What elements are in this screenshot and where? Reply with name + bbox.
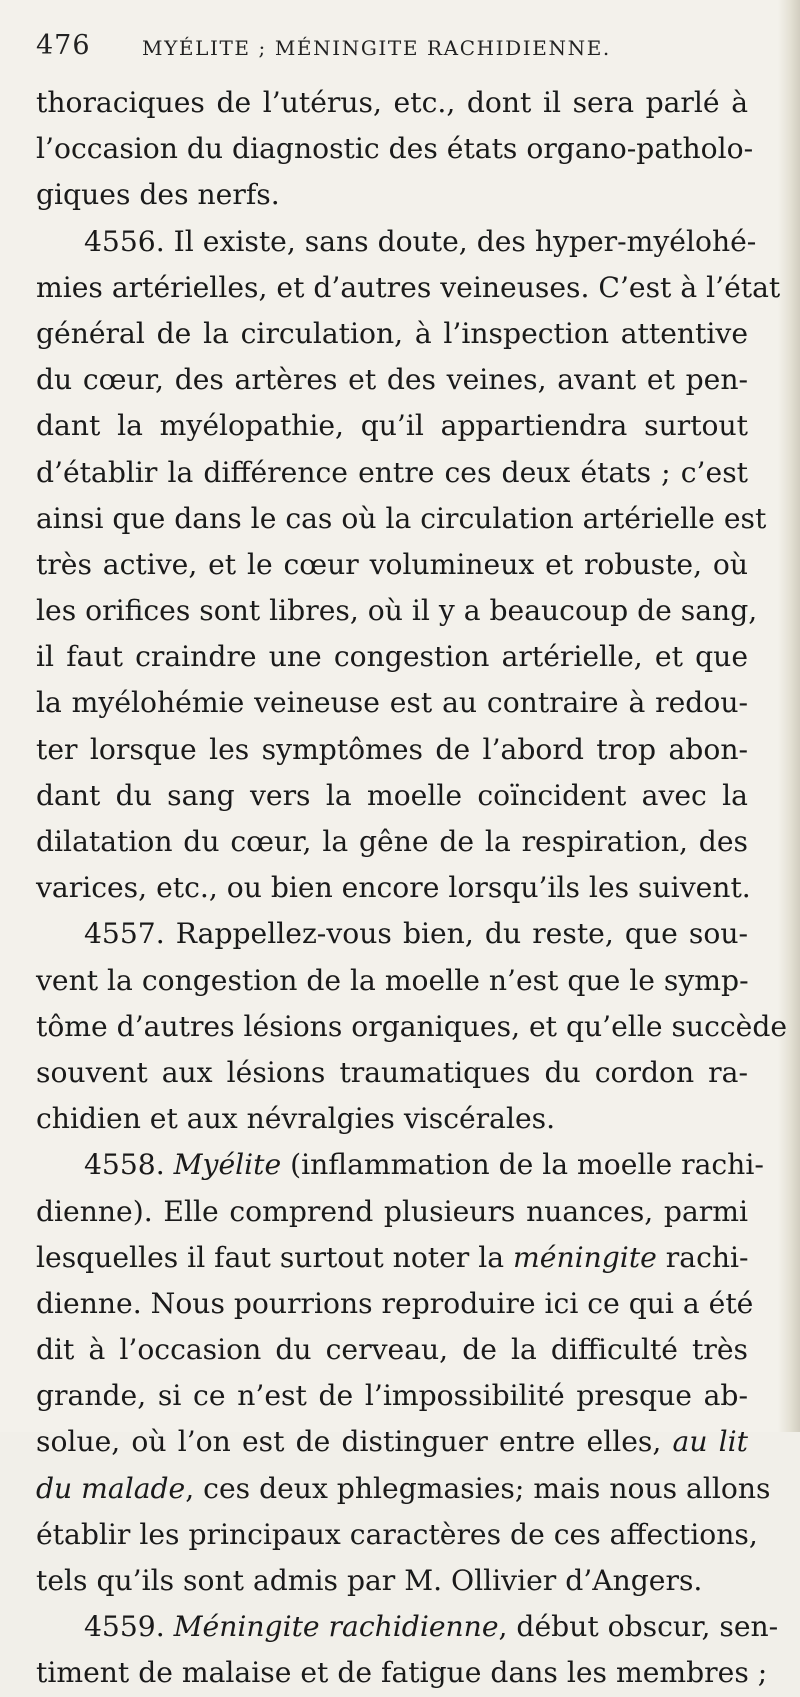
text-line: mies artérielles, et d’autres veineuses. C’est à l’état (36, 270, 781, 304)
text-line: giques des nerfs. (36, 178, 280, 212)
text-line: timent de malaise et de fatigue dans les membres ; (36, 1656, 768, 1690)
text-line: les orifices sont libres, où il y a beaucoup de sang, (36, 594, 758, 628)
text-line: général de la circulation, à l’inspection attentive (36, 316, 748, 350)
text-line: du cœur, des artères et des veines, avant et pen- (36, 363, 748, 397)
text-line: la myélohémie veineuse est au contraire à redou- (36, 686, 748, 720)
text-line: chidien et aux névralgies viscérales. (36, 1102, 556, 1136)
text-line: grande, si ce n’est de l’impossibilité presque ab- (36, 1379, 748, 1413)
text-line: très active, et le cœur volumineux et robuste, où (36, 547, 748, 581)
text-line: 4559. Méningite rachidienne, début obscur, sen- (84, 1610, 779, 1644)
page-header (36, 30, 756, 70)
text-line: vent la congestion de la moelle n’est que le symp- (36, 963, 749, 997)
text-line: 4557. Rappellez-vous bien, du reste, que sou- (84, 917, 748, 951)
text-line: dant la myélopathie, qu’il appartiendra surtout (36, 409, 748, 443)
text-line: l’occasion du diagnostic des états organo-patholo- (36, 132, 754, 166)
text-line: 4558. Myélite (inflammation de la moelle rachi- (84, 1148, 764, 1182)
text-line: souvent aux lésions traumatiques du cordon ra- (36, 1055, 748, 1089)
text-line: établir les principaux caractères de ces affections, (36, 1517, 758, 1551)
text-line: il faut craindre une congestion artérielle, et que (36, 640, 748, 674)
text-line: dant du sang vers la moelle coïncident avec la (36, 778, 748, 812)
running-head: MYÉLITE ; MÉNINGITE RACHIDIENNE. (142, 36, 611, 60)
text-line: dilatation du cœur, la gêne de la respiration, des (36, 825, 748, 858)
text-line: ter lorsque les symptômes de l’abord trop abon- (36, 732, 748, 766)
text-line: dit à l’occasion du cerveau, de la difficulté très (36, 1333, 748, 1367)
body-text (36, 80, 788, 1697)
text-line: solue, où l’on est de distinguer entre elles, au lit (36, 1425, 748, 1459)
text-line: dienne). Elle comprend plusieurs nuances, parmi (36, 1194, 748, 1228)
text-line: dienne. Nous pourrions reproduire ici ce qui a été (36, 1286, 754, 1320)
page-number: 476 (36, 30, 91, 61)
text-line: tôme d’autres lésions organiques, et qu’elle succède (36, 1009, 788, 1043)
text-line: tels qu’ils sont admis par M. Ollivier d’Angers. (36, 1564, 703, 1597)
text-line: varices, etc., ou bien encore lorsqu’ils les suivent. (36, 871, 751, 905)
text-line: 4556. Il existe, sans doute, des hyper-myélohé- (84, 224, 757, 258)
text-line: d’établir la différence entre ces deux états ; c’est (36, 455, 748, 489)
text-line: ainsi que dans le cas où la circulation artérielle est (36, 501, 767, 535)
text-line: thoraciques de l’utérus, etc., dont il sera parlé à (36, 86, 748, 119)
text-line: du malade, ces deux phlegmasies; mais nous allons (36, 1471, 771, 1505)
text-line: lesquelles il faut surtout noter la méningite rachi- (36, 1240, 749, 1274)
